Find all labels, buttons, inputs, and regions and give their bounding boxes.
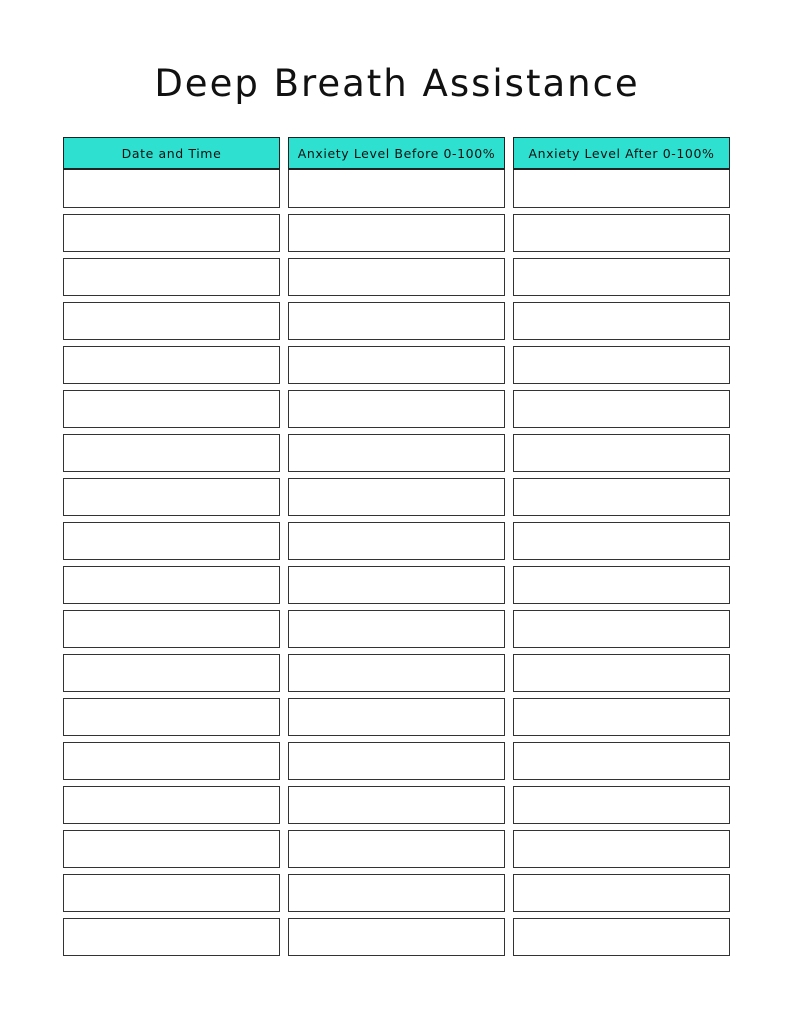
anxiety-after-cell[interactable] bbox=[513, 522, 730, 560]
date-time-cell[interactable] bbox=[63, 214, 280, 252]
anxiety-before-cell[interactable] bbox=[288, 478, 505, 516]
anxiety-before-cell[interactable] bbox=[288, 258, 505, 296]
anxiety-after-cell[interactable] bbox=[513, 918, 730, 956]
anxiety-after-header: Anxiety Level After 0-100% bbox=[513, 137, 730, 170]
anxiety-after-cell[interactable] bbox=[513, 170, 730, 208]
page-title: Deep Breath Assistance bbox=[154, 62, 640, 105]
anxiety-after-cell[interactable] bbox=[513, 566, 730, 604]
anxiety-before-cells bbox=[288, 170, 505, 956]
date-time-cell[interactable] bbox=[63, 478, 280, 516]
date-time-cell[interactable] bbox=[63, 346, 280, 384]
date-time-cell[interactable] bbox=[63, 918, 280, 956]
anxiety-before-header: Anxiety Level Before 0-100% bbox=[288, 137, 505, 170]
anxiety-after-cell[interactable] bbox=[513, 258, 730, 296]
anxiety-after-cell[interactable] bbox=[513, 874, 730, 912]
anxiety-after-cell[interactable] bbox=[513, 698, 730, 736]
date-time-cells bbox=[63, 170, 280, 956]
anxiety-before-cell[interactable] bbox=[288, 346, 505, 384]
anxiety-before-cell[interactable] bbox=[288, 918, 505, 956]
anxiety-after-cell[interactable] bbox=[513, 302, 730, 340]
date-time-cell[interactable] bbox=[63, 654, 280, 692]
anxiety-after-cell[interactable] bbox=[513, 390, 730, 428]
anxiety-before-cell[interactable] bbox=[288, 390, 505, 428]
date-time-header: Date and Time bbox=[63, 137, 280, 170]
anxiety-after-cell[interactable] bbox=[513, 654, 730, 692]
date-time-cell[interactable] bbox=[63, 874, 280, 912]
date-time-cell[interactable] bbox=[63, 610, 280, 648]
anxiety-before-cell[interactable] bbox=[288, 302, 505, 340]
date-time-cell[interactable] bbox=[63, 258, 280, 296]
anxiety-before-cell[interactable] bbox=[288, 830, 505, 868]
anxiety-before-cell[interactable] bbox=[288, 522, 505, 560]
date-time-cell[interactable] bbox=[63, 522, 280, 560]
date-time-cell[interactable] bbox=[63, 786, 280, 824]
anxiety-before-cell[interactable] bbox=[288, 610, 505, 648]
anxiety-after-cell[interactable] bbox=[513, 610, 730, 648]
anxiety-before-cell[interactable] bbox=[288, 214, 505, 252]
anxiety-after-cell[interactable] bbox=[513, 742, 730, 780]
anxiety-before-cell[interactable] bbox=[288, 742, 505, 780]
anxiety-after-cell[interactable] bbox=[513, 346, 730, 384]
anxiety-after-cells bbox=[513, 170, 730, 956]
anxiety-after-cell[interactable] bbox=[513, 214, 730, 252]
anxiety-after-cell[interactable] bbox=[513, 830, 730, 868]
anxiety-after-cell[interactable] bbox=[513, 478, 730, 516]
anxiety-after-cell[interactable] bbox=[513, 786, 730, 824]
date-time-cell[interactable] bbox=[63, 170, 280, 208]
date-time-cell[interactable] bbox=[63, 434, 280, 472]
date-time-cell[interactable] bbox=[63, 742, 280, 780]
date-time-cell[interactable] bbox=[63, 830, 280, 868]
date-time-cell[interactable] bbox=[63, 698, 280, 736]
anxiety-before-cell[interactable] bbox=[288, 434, 505, 472]
date-time-column bbox=[63, 137, 280, 956]
date-time-cell[interactable] bbox=[63, 390, 280, 428]
anxiety-before-cell[interactable] bbox=[288, 170, 505, 208]
anxiety-before-cell[interactable] bbox=[288, 786, 505, 824]
anxiety-before-cell[interactable] bbox=[288, 698, 505, 736]
anxiety-before-cell[interactable] bbox=[288, 654, 505, 692]
date-time-cell[interactable] bbox=[63, 302, 280, 340]
anxiety-after-column bbox=[513, 137, 730, 956]
date-time-cell[interactable] bbox=[63, 566, 280, 604]
anxiety-before-cell[interactable] bbox=[288, 566, 505, 604]
anxiety-before-column bbox=[288, 137, 505, 956]
anxiety-before-cell[interactable] bbox=[288, 874, 505, 912]
anxiety-after-cell[interactable] bbox=[513, 434, 730, 472]
